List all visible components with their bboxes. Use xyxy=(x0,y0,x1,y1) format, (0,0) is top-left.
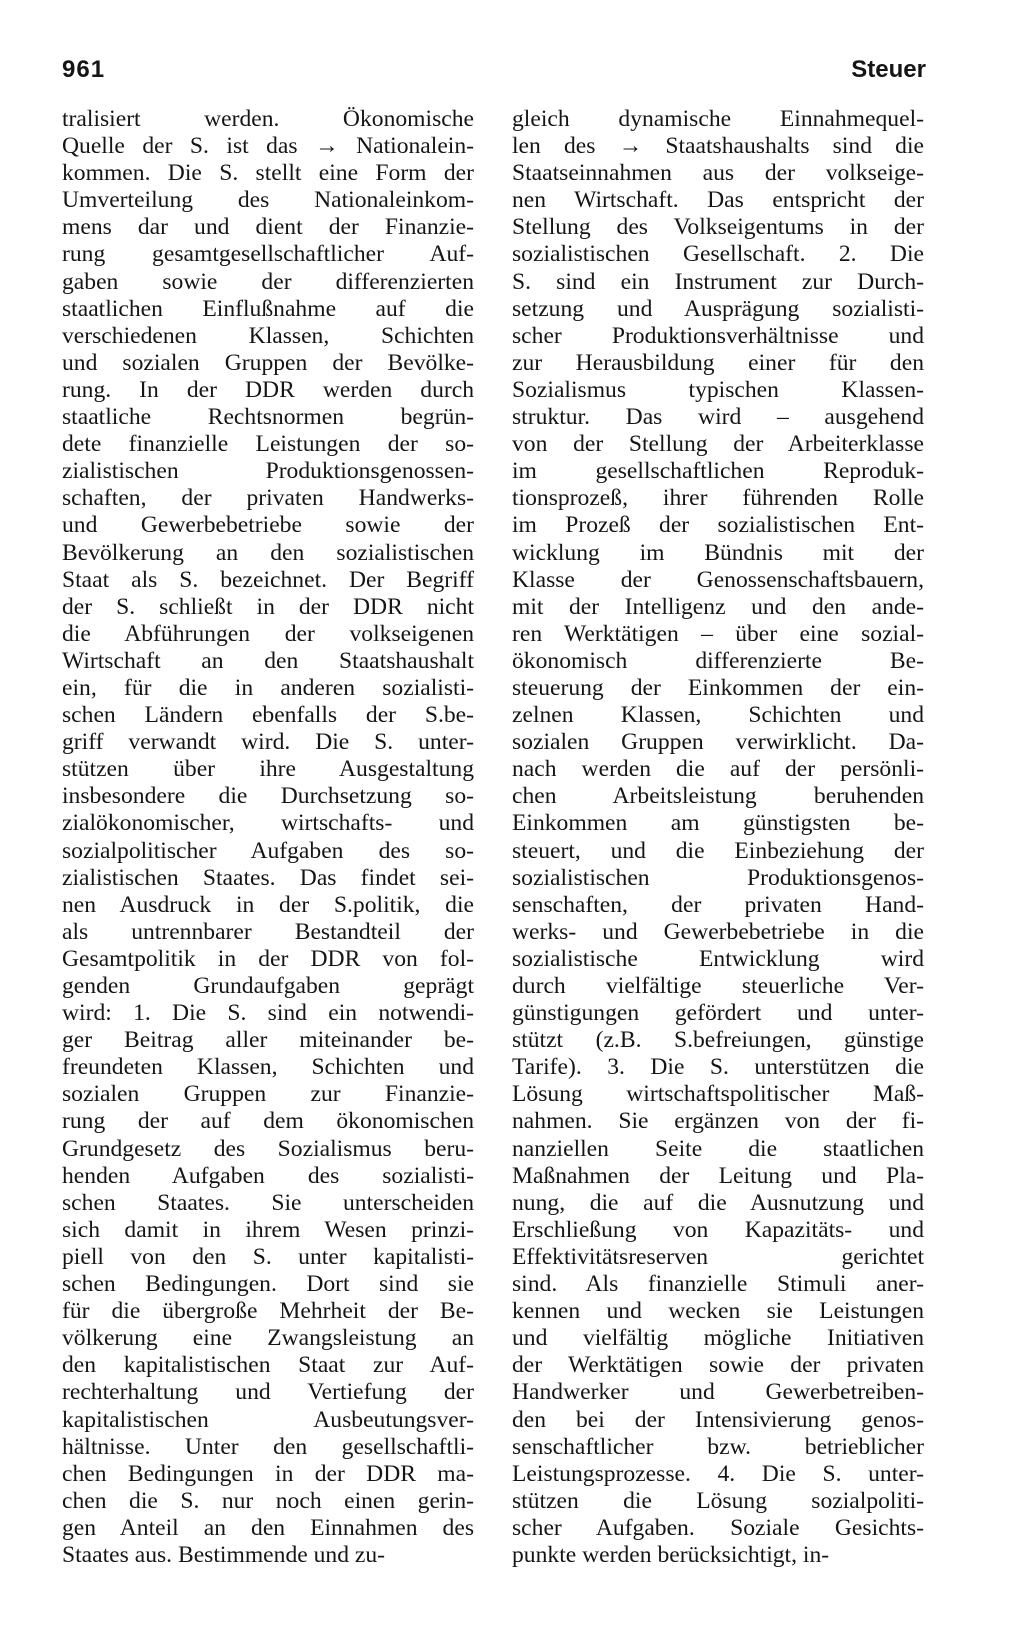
text-line: gen Anteil an den Einnahmen des xyxy=(62,1514,474,1541)
text-line: Grundgesetz des Sozialismus beru- xyxy=(62,1135,474,1162)
text-line: dete finanzielle Leistungen der so- xyxy=(62,431,474,458)
text-line: im gesellschaftlichen Reproduk- xyxy=(512,458,924,485)
text-line: Stellung des Volkseigentums in der xyxy=(512,214,924,241)
text-line: ger Beitrag aller miteinander be- xyxy=(62,1027,474,1054)
text-line: stützen über ihre Ausgestaltung xyxy=(62,756,474,783)
text-line: wird: 1. Die S. sind ein notwendi- xyxy=(62,1000,474,1027)
text-line: Klasse der Genossenschaftsbauern, xyxy=(512,566,924,593)
text-line: der Werktätigen sowie der privaten xyxy=(512,1352,924,1379)
text-line: Staat als S. bezeichnet. Der Begriff xyxy=(62,566,474,593)
text-line: chen die S. nur noch einen gerin- xyxy=(62,1487,474,1514)
text-line: nung, die auf die Ausnutzung und xyxy=(512,1189,924,1216)
text-line: punkte werden berücksichtigt, in- xyxy=(512,1541,830,1568)
text-line: Tarife). 3. Die S. unterstützen die xyxy=(512,1054,924,1081)
text-line: werks- und Gewerbebetriebe in die xyxy=(512,918,924,945)
text-line: stützen die Lösung sozialpoliti- xyxy=(512,1487,924,1514)
text-line: Lösung wirtschaftspolitischer Maß- xyxy=(512,1081,924,1108)
text-line: zialistischen Produktionsgenossen- xyxy=(62,458,474,485)
text-line: stützt (z.B. S.befreiungen, günstige xyxy=(512,1027,924,1054)
text-line: sozialen Gruppen verwirklicht. Da- xyxy=(512,729,924,756)
text-line: genden Grundaufgaben geprägt xyxy=(62,973,474,999)
text-line: schen Ländern ebenfalls der S.be- xyxy=(62,702,474,729)
text-line: Staatseinnahmen aus der volkseige- xyxy=(512,160,924,187)
text-line: Quelle der S. ist das → Nationalein- xyxy=(62,133,474,160)
text-line: len des → Staatshaushalts sind die xyxy=(512,133,924,160)
left-text-column xyxy=(62,106,474,1569)
text-line: mit der Intelligenz und den ande- xyxy=(512,593,924,620)
text-line: freundeten Klassen, Schichten und xyxy=(62,1054,474,1081)
text-line: die Abführungen der volkseigenen xyxy=(62,620,474,647)
text-line: piell von den S. unter kapitalisti- xyxy=(62,1243,474,1270)
text-line: zialistischen Staates. Das findet sei- xyxy=(62,864,474,891)
text-line: staatliche Rechtsnormen begrün- xyxy=(62,404,474,431)
running-head: Steuer xyxy=(851,56,926,83)
text-line: rechterhaltung und Vertiefung der xyxy=(62,1379,474,1406)
text-line: völkerung eine Zwangsleistung an xyxy=(62,1325,474,1352)
text-line: kapitalistischen Ausbeutungsver- xyxy=(62,1406,474,1433)
text-line: wicklung im Bündnis mit der xyxy=(512,539,924,566)
text-line: nen Ausdruck in der S.politik, die xyxy=(62,891,474,918)
text-line: schen Staates. Sie unterscheiden xyxy=(62,1189,474,1216)
text-line: tralisiert werden. Ökonomische xyxy=(62,106,474,132)
text-line: staatlichen Einflußnahme auf die xyxy=(62,295,474,322)
text-line: Effektivitätsreserven gerichtet xyxy=(512,1243,924,1270)
text-line: scher Aufgaben. Soziale Gesichts- xyxy=(512,1514,924,1541)
text-line: nahmen. Sie ergänzen von der fi- xyxy=(512,1108,924,1135)
text-line: und vielfältig mögliche Initiativen xyxy=(512,1325,924,1352)
text-line: sozialistischen Produktionsgenos- xyxy=(512,864,924,891)
text-line: gleich dynamische Einnahmequel- xyxy=(512,106,924,132)
text-line: und sozialen Gruppen der Bevölke- xyxy=(62,349,474,376)
text-line: zur Herausbildung einer für den xyxy=(512,349,924,376)
text-line: Wirtschaft an den Staatshaushalt xyxy=(62,647,474,674)
text-line: günstigungen gefördert und unter- xyxy=(512,1000,924,1027)
text-line: ren Werktätigen – über eine sozial- xyxy=(512,620,924,647)
text-line: ein, für die in anderen sozialisti- xyxy=(62,674,474,701)
text-line: Handwerker und Gewerbetreiben- xyxy=(512,1379,924,1406)
text-line: durch vielfältige steuerliche Ver- xyxy=(512,973,924,999)
text-line: Einkommen am günstigsten be- xyxy=(512,810,924,837)
text-line: als untrennbarer Bestandteil der xyxy=(62,918,474,945)
text-line: mens dar und dient der Finanzie- xyxy=(62,214,474,241)
text-line: steuert, und die Einbeziehung der xyxy=(512,837,924,864)
text-line: scher Produktionsverhältnisse und xyxy=(512,322,924,349)
text-line: Leistungsprozesse. 4. Die S. unter- xyxy=(512,1460,924,1487)
text-line: kennen und wecken sie Leistungen xyxy=(512,1298,924,1325)
text-line: gaben sowie der differenzierten xyxy=(62,268,474,295)
text-line: griff verwandt wird. Die S. unter- xyxy=(62,729,474,756)
text-line: sozialen Gruppen zur Finanzie- xyxy=(62,1081,474,1108)
text-line: der S. schließt in der DDR nicht xyxy=(62,593,474,620)
text-line: den kapitalistischen Staat zur Auf- xyxy=(62,1352,474,1379)
text-line: henden Aufgaben des sozialisti- xyxy=(62,1162,474,1189)
text-line: chen Bedingungen in der DDR ma- xyxy=(62,1460,474,1487)
text-line: chen Arbeitsleistung beruhenden xyxy=(512,783,924,810)
text-line: senschaften, der privaten Hand- xyxy=(512,891,924,918)
text-line: Gesamtpolitik in der DDR von fol- xyxy=(62,945,474,972)
text-line: für die übergroße Mehrheit der Be- xyxy=(62,1298,474,1325)
text-line: kommen. Die S. stellt eine Form der xyxy=(62,160,474,187)
text-line: schen Bedingungen. Dort sind sie xyxy=(62,1271,474,1298)
text-line: Maßnahmen der Leitung und Pla- xyxy=(512,1162,924,1189)
text-line: Umverteilung des Nationaleinkom- xyxy=(62,187,474,214)
text-line: zialökonomischer, wirtschafts- und xyxy=(62,810,474,837)
text-line: Staates aus. Bestimmende und zu- xyxy=(62,1541,386,1568)
text-line: tionsprozeß, ihrer führenden Rolle xyxy=(512,485,924,512)
text-line: im Prozeß der sozialistischen Ent- xyxy=(512,512,924,539)
text-line: sind. Als finanzielle Stimuli aner- xyxy=(512,1271,924,1298)
text-line: Sozialismus typischen Klassen- xyxy=(512,376,924,403)
text-line: Erschließung von Kapazitäts- und xyxy=(512,1216,924,1243)
text-line: sozialistische Entwicklung wird xyxy=(512,945,924,972)
text-line: von der Stellung der Arbeiterklasse xyxy=(512,431,924,458)
text-line: struktur. Das wird – ausgehend xyxy=(512,404,924,431)
text-line: Bevölkerung an den sozialistischen xyxy=(62,539,474,566)
text-line: rung. In der DDR werden durch xyxy=(62,376,474,403)
text-line: steuerung der Einkommen der ein- xyxy=(512,674,924,701)
text-line: rung gesamtgesellschaftlicher Auf- xyxy=(62,241,474,268)
text-line: sozialistischen Gesellschaft. 2. Die xyxy=(512,241,924,268)
text-line: senschaftlicher bzw. betrieblicher xyxy=(512,1433,924,1460)
right-text-column xyxy=(512,106,924,1569)
text-line: sozialpolitischer Aufgaben des so- xyxy=(62,837,474,864)
page-number: 961 xyxy=(62,56,106,83)
text-line: rung der auf dem ökonomischen xyxy=(62,1108,474,1135)
text-line: und Gewerbebetriebe sowie der xyxy=(62,512,474,539)
text-line: nach werden die auf der persönli- xyxy=(512,756,924,783)
text-line: schaften, der privaten Handwerks- xyxy=(62,485,474,512)
text-line: verschiedenen Klassen, Schichten xyxy=(62,322,474,349)
text-line: den bei der Intensivierung genos- xyxy=(512,1406,924,1433)
text-line: setzung und Ausprägung sozialisti- xyxy=(512,295,924,322)
text-line: hältnisse. Unter den gesellschaftli- xyxy=(62,1433,474,1460)
page-header xyxy=(62,56,926,90)
text-line: nen Wirtschaft. Das entspricht der xyxy=(512,187,924,214)
text-line: sich damit in ihrem Wesen prinzi- xyxy=(62,1216,474,1243)
text-line: ökonomisch differenzierte Be- xyxy=(512,647,924,674)
text-line: S. sind ein Instrument zur Durch- xyxy=(512,268,924,295)
text-line: zelnen Klassen, Schichten und xyxy=(512,702,924,729)
text-line: insbesondere die Durchsetzung so- xyxy=(62,783,474,810)
text-line: nanziellen Seite die staatlichen xyxy=(512,1135,924,1162)
